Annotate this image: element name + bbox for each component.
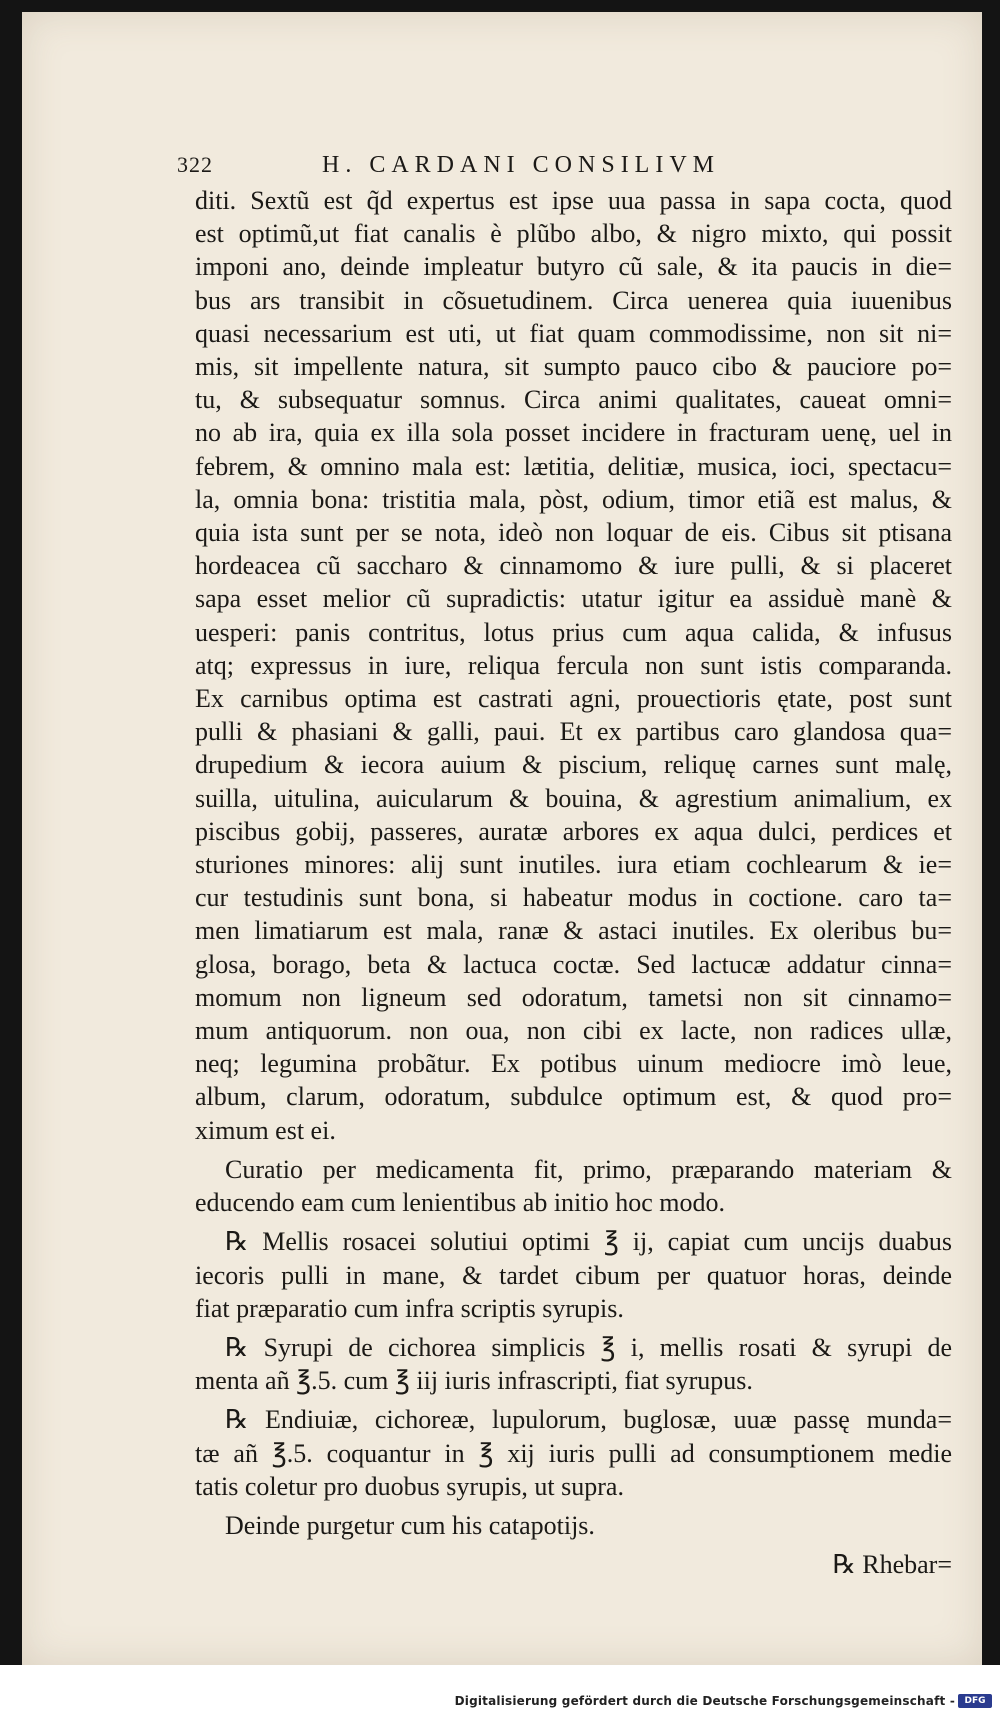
catchword: ℞ Rhebar= <box>832 1550 952 1580</box>
recipe-line: iecoris pulli in mane, & tardet cibum per quatuor horas, deinde <box>195 1260 952 1290</box>
text-line: hordeacea cũ saccharo & cinnamomo & iure pulli, & si placeret <box>195 551 952 581</box>
text-line: Ex carnibus optima est castrati agni, prouectioris ętate, post sunt <box>195 684 952 714</box>
digitization-footer <box>0 1694 1000 1716</box>
text-line: sapa esset melior cũ supradictis: utatur igitur ea assiduè manè & <box>195 584 952 614</box>
text-line: uesperi: panis contritus, lotus prius cum aqua calida, & infusus <box>195 617 952 647</box>
text-line: febrem, & omnino mala est: lætitia, delitiæ, musica, ioci, spectacu= <box>195 451 952 481</box>
text-line: glosa, borago, beta & lactuca coctæ. Sed lactucæ addatur cinna= <box>195 949 952 979</box>
footer-credit: Digitalisierung gefördert durch die Deutsche Forschungsgemeinschaft - <box>454 1694 955 1708</box>
paragraph-line: Curatio per medicamenta fit, primo, præparando materiam & <box>225 1154 952 1184</box>
recipe-line: ℞ Syrupi de cichorea simplicis ℥ i, mellis rosati & syrupi de <box>225 1332 952 1362</box>
recipe-line: tæ añ ℥.5. coquantur in ℥ xij iuris pulli ad consumptionem medie <box>195 1438 952 1468</box>
text-line: bus ars transibit in cõsuetudinem. Circa uenerea quia iuuenibus <box>195 285 952 315</box>
paragraph-line: educendo eam cum lenientibus ab initio hoc modo. <box>195 1188 725 1218</box>
text-line: sturiones minores: alij sunt inutiles. iura etiam cochlearum & ie= <box>195 850 952 880</box>
recipe-line: menta añ ℥.5. cum ℥ iij iuris infrascripti, fiat syrupus. <box>195 1366 753 1396</box>
book-page <box>22 12 982 1665</box>
running-head-title: H. CARDANI CONSILIVM <box>322 152 721 178</box>
text-line: album, clarum, odoratum, subdulce optimum est, & quod pro= <box>195 1082 952 1112</box>
text-line: la, omnia bona: tristitia mala, pòst, odium, timor etiã est malus, & <box>195 484 952 514</box>
text-line: suilla, uitulina, auicularum & bouina, & agrestium animalium, ex <box>195 783 952 813</box>
recipe-line: tatis coletur pro duobus syrupis, ut supra. <box>195 1471 624 1501</box>
text-line: quasi necessarium est uti, ut fiat quam commodissime, non sit ni= <box>195 318 952 348</box>
text-line: mis, sit impellente natura, sit sumpto pauco cibo & pauciore po= <box>195 352 952 382</box>
text-line: imponi ano, deinde impleatur butyro cũ sale, & ita paucis in die= <box>195 252 952 282</box>
text-line: pulli & phasiani & galli, paui. Et ex partibus caro glandosa qua= <box>195 717 952 747</box>
recipe-line: ℞ Endiuiæ, cichoreæ, lupulorum, buglosæ, uuæ passę munda= <box>225 1405 952 1435</box>
paragraph-line: Deinde purgetur cum his catapotijs. <box>225 1510 595 1540</box>
text-line: no ab ira, quia ex illa sola posset incidere in fracturam uenę, uel in <box>195 418 952 448</box>
text-line: tu, & subsequatur somnus. Circa animi qualitates, caueat omni= <box>195 385 952 415</box>
text-line: quia ista sunt per se nota, ideò non loquar de eis. Cibus sit ptisana <box>195 518 952 548</box>
text-line: atq; expressus in iure, reliqua fercula non sunt istis comparanda. <box>195 650 952 680</box>
text-line: neq; legumina probãtur. Ex potibus uinum mediocre imò leue, <box>195 1049 952 1079</box>
text-line: drupedium & iecora auium & piscium, reliquę carnes sunt malę, <box>195 750 952 780</box>
dfg-logo: DFG <box>958 1694 992 1708</box>
recipe-line: fiat præparatio cum infra scriptis syrupis. <box>195 1293 624 1323</box>
text-line: cur testudinis sunt bona, si habeatur modus in coctione. caro ta= <box>195 883 952 913</box>
text-line: men limatiarum est mala, ranæ & astaci inutiles. Ex oleribus bu= <box>195 916 952 946</box>
text-line: mum antiquorum. non oua, non cibi ex lacte, non radices ullæ, <box>195 1016 952 1046</box>
page-number: 322 <box>177 152 213 177</box>
running-head <box>177 152 957 182</box>
text-line: momum non ligneum sed odoratum, tametsi non sit cinnamo= <box>195 982 952 1012</box>
body-text <box>195 184 952 1581</box>
text-line: est optimũ,ut fiat canalis è plũbo albo, & nigro mixto, qui possit <box>195 219 952 249</box>
text-line: ximum est ei. <box>195 1115 336 1145</box>
recipe-line: ℞ Mellis rosacei solutiui optimi ℥ ij, capiat cum uncijs duabus <box>225 1227 952 1257</box>
text-line: diti. Sextũ est q̃d expertus est ipse uua passa in sapa cocta, quod <box>195 186 952 215</box>
text-line: piscibus gobij, passeres, auratæ arbores ex aqua dulci, perdices et <box>195 816 952 846</box>
